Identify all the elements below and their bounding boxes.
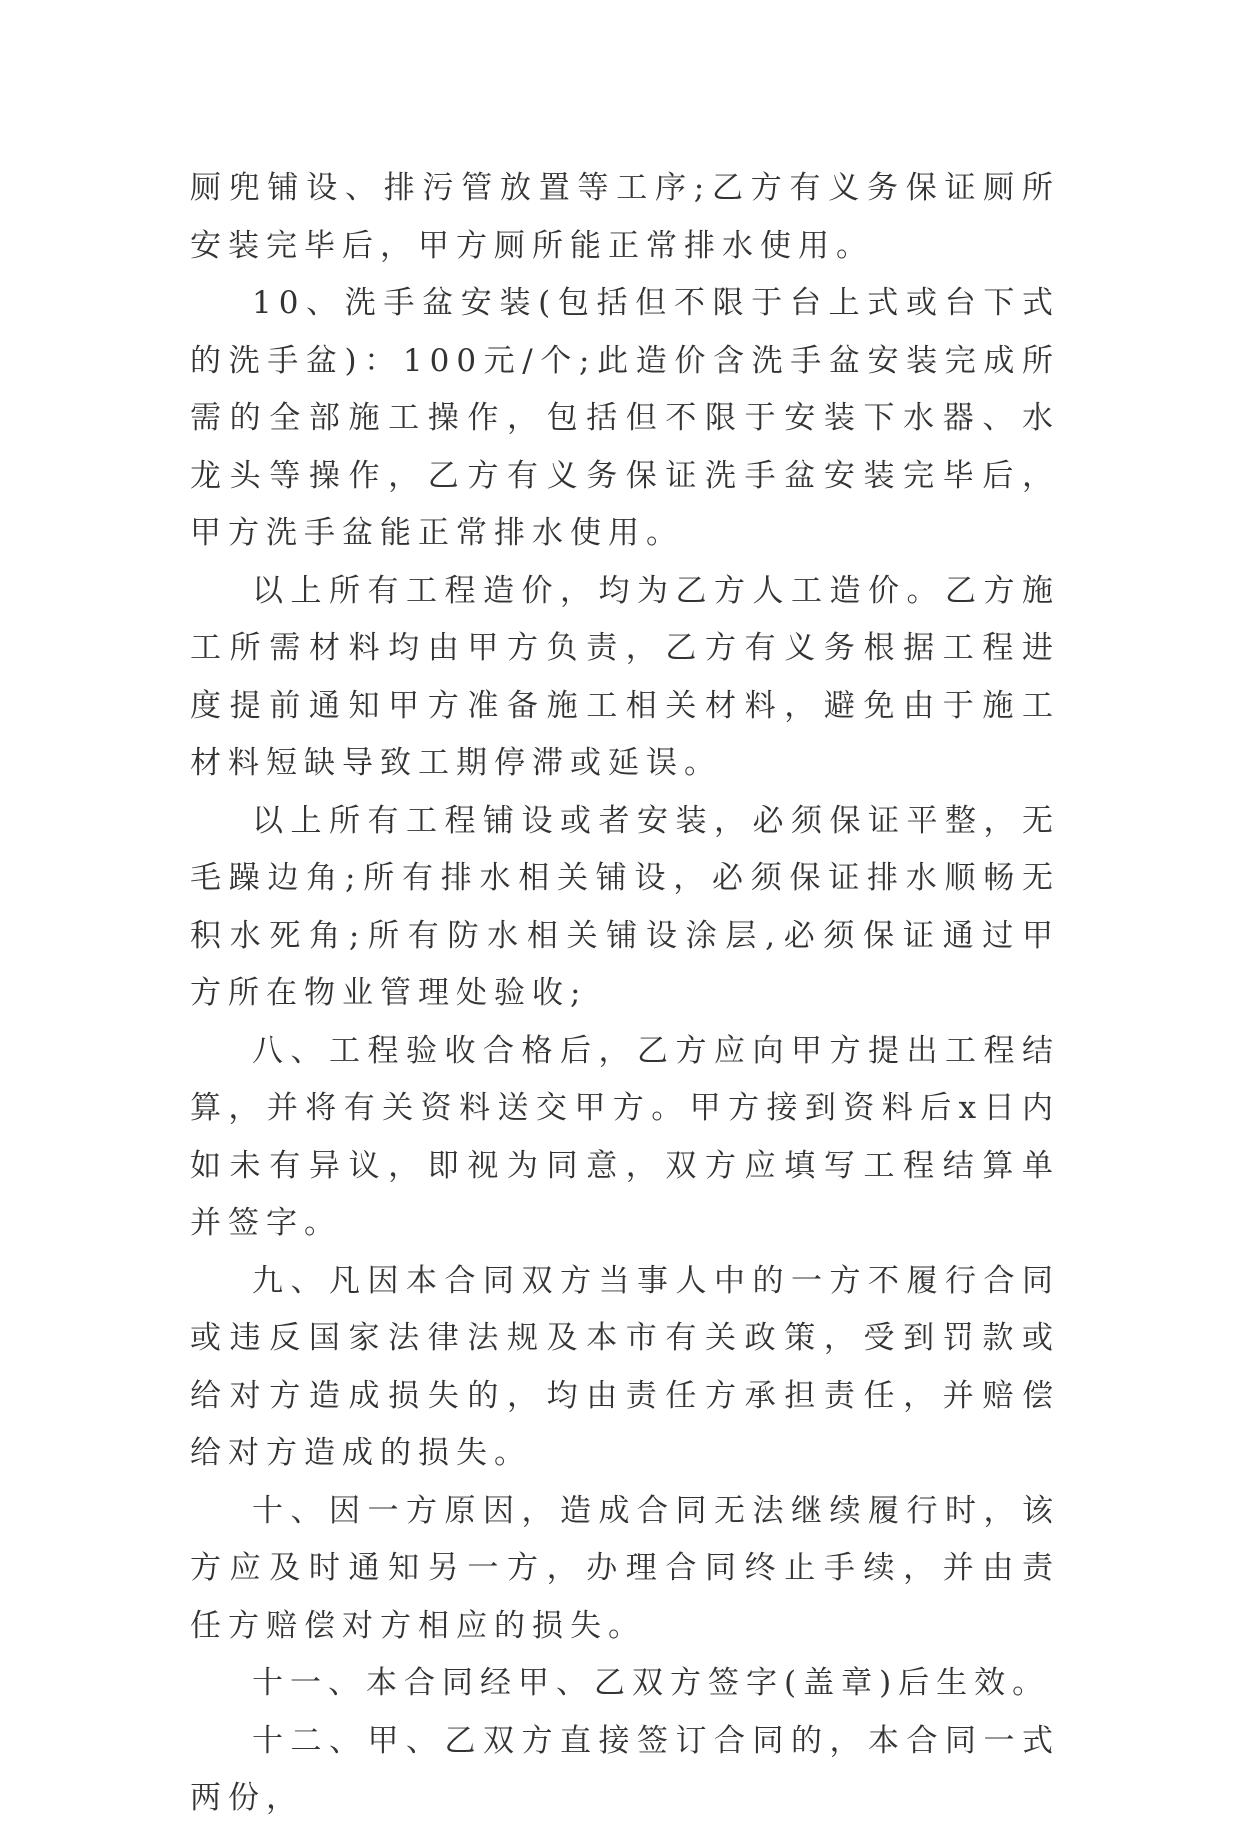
paragraph-washbasin: 10、洗手盆安装(包括但不限于台上式或台下式的洗手盆)：100元/个;此造价含洗手盆安装完成所需的全部施工操作，包括但不限于安装下水器、水龙头等操作，乙方有义务保证洗手盆安装完毕后，甲方洗手盆能正常排水使用。 xyxy=(190,285,1060,551)
paragraph-clause-12: 十二、甲、乙双方直接签订合同的，本合同一式两份， xyxy=(190,1722,1060,1816)
paragraph-clause-9: 九、凡因本合同双方当事人中的一方不履行合同或违反国家法律法规及本市有关政策，受到罚款或给对方造成损失的，均由责任方承担责任，并赔偿给对方造成的损失。 xyxy=(190,1262,1060,1471)
paragraph-clause-8: 八、工程验收合格后，乙方应向甲方提出工程结算，并将有关资料送交甲方。甲方接到资料后x日内如未有异议，即视为同意，双方应填写工程结算单并签字。 xyxy=(190,1032,1060,1241)
paragraph-quality: 以上所有工程铺设或者安装，必须保证平整，无毛躁边角;所有排水相关铺设，必须保证排水顺畅无积水死角;所有防水相关铺设涂层,必须保证通过甲方所在物业管理处验收; xyxy=(190,802,1060,1011)
paragraph-clause-11: 十一、本合同经甲、乙双方签字(盖章)后生效。 xyxy=(252,1665,1051,1701)
document-body xyxy=(190,160,1060,1828)
paragraph-labor-cost: 以上所有工程造价，均为乙方人工造价。乙方施工所需材料均由甲方负责，乙方有义务根据工程进度提前通知甲方准备施工相关材料，避免由于施工材料短缺导致工期停滞或延误。 xyxy=(190,572,1060,781)
paragraph-clause-10: 十、因一方原因，造成合同无法继续履行时，该方应及时通知另一方，办理合同终止手续，并由责任方赔偿对方相应的损失。 xyxy=(190,1492,1060,1644)
paragraph-toilet-continued: 厕兜铺设、排污管放置等工序;乙方有义务保证厕所安装完毕后，甲方厕所能正常排水使用。 xyxy=(190,170,1060,264)
